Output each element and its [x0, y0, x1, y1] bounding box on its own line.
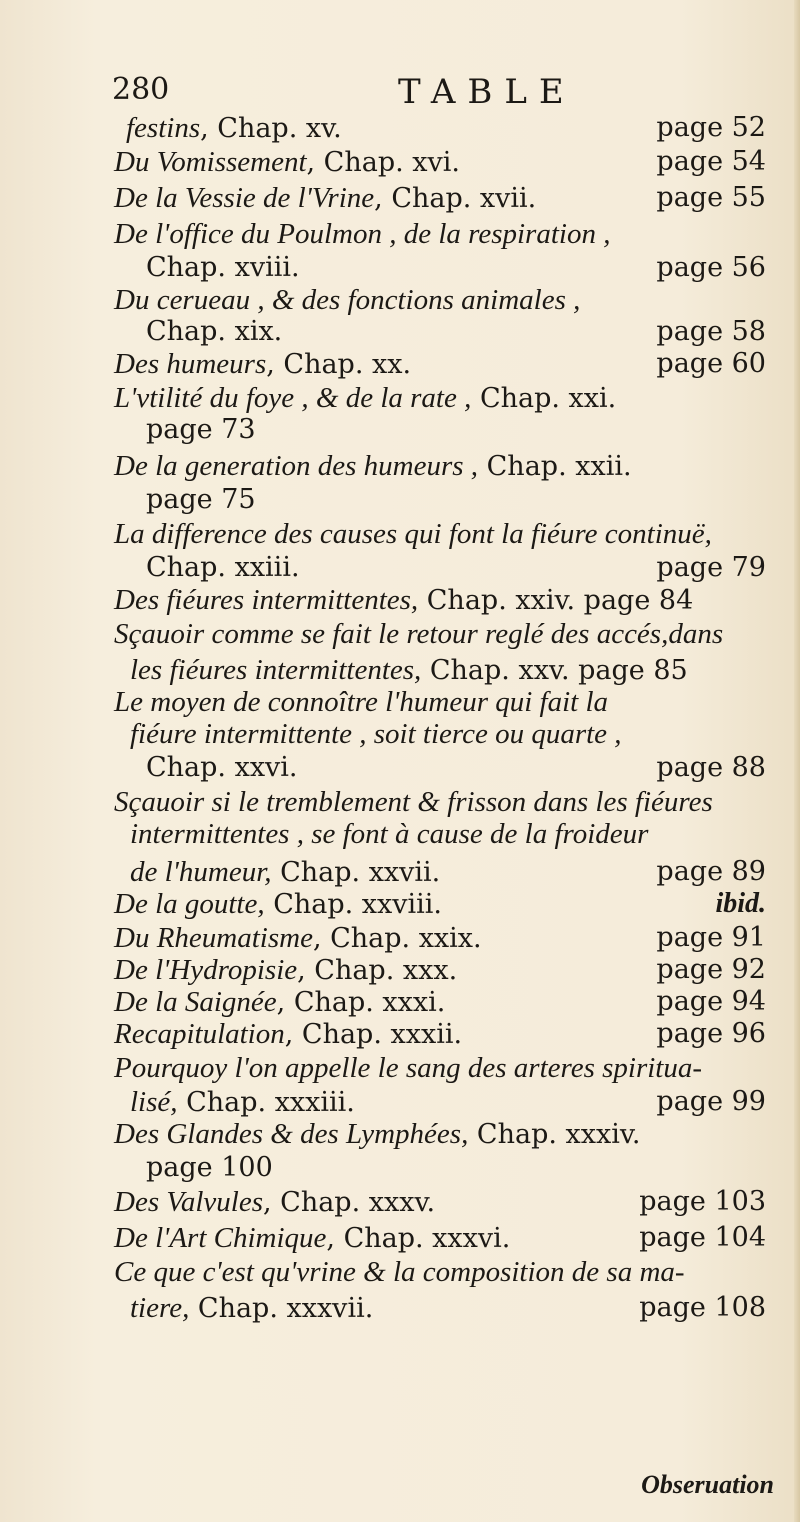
entry-title: Recapitulation	[114, 1018, 285, 1050]
toc-line	[0, 182, 800, 222]
entry-title: Du cerueau , & des fonctions animales ,	[114, 284, 581, 316]
entry-title: De l'Hydropisie	[114, 954, 298, 986]
entry-text	[146, 552, 300, 583]
entry-page: page 88	[656, 752, 766, 783]
entry-title: L'vtilité du foye , & de la rate ,	[114, 382, 472, 414]
entry-chapter: Chap. xxvii.	[271, 857, 441, 888]
entry-title: De la Saignée	[114, 986, 277, 1018]
entry-page: page 56	[656, 252, 766, 283]
entry-text	[114, 1222, 510, 1255]
entry-text	[114, 348, 411, 381]
entry-text	[114, 146, 460, 179]
entry-text	[114, 1186, 435, 1219]
entry-text	[114, 584, 693, 617]
entry-chapter: Chap. xxv. page 85	[421, 655, 688, 686]
entry-title: les fiéures intermittentes,	[130, 654, 422, 686]
entry-text	[130, 1086, 355, 1119]
entry-title: tiere,	[130, 1292, 190, 1324]
entry-chapter: , Chap. xxxii.	[284, 1019, 463, 1050]
entry-chapter: Chap. xxviii.	[264, 889, 442, 920]
toc-line	[0, 1186, 800, 1226]
entry-page: page 79	[656, 552, 766, 583]
entry-title: Des Valvules	[114, 1186, 263, 1218]
entry-text	[146, 252, 300, 283]
entry-text	[114, 888, 442, 921]
entry-title: Des Glandes & des Lymphées,	[114, 1118, 469, 1150]
entry-chapter: , Chap. xvii.	[374, 183, 537, 214]
entry-text	[130, 1292, 373, 1325]
entry-chapter: Chap. xxxiii.	[177, 1087, 355, 1118]
entry-chapter: Chap. xxiv. page 84	[418, 585, 694, 616]
entry-text	[146, 752, 298, 783]
entry-text	[126, 112, 342, 145]
entry-roman: Chap. xviii.	[146, 252, 300, 283]
entry-text	[114, 1018, 462, 1051]
entry-title: La difference des causes qui font la fiéure continuë,	[114, 518, 712, 550]
page-edge	[794, 0, 800, 1522]
entry-text	[130, 818, 648, 851]
entry-text	[130, 856, 440, 889]
entry-text	[146, 484, 256, 515]
entry-title: De la goutte,	[114, 888, 265, 920]
entry-page: page 60	[656, 348, 766, 379]
entry-text	[114, 1256, 685, 1289]
entry-page: page 92	[656, 954, 766, 985]
entry-text	[114, 922, 482, 955]
entry-title: Du Rheumatisme	[114, 922, 313, 954]
entry-roman: Chap. xxvi.	[146, 752, 298, 783]
entry-roman: page 75	[146, 484, 256, 515]
entry-title: De la Vessie de l'Vrine	[114, 182, 375, 214]
page-number: 280	[112, 72, 170, 107]
entry-title: Pourquoy l'on appelle le sang des arteres spiritua-	[114, 1052, 703, 1084]
entry-chapter: , Chap. xxxv.	[263, 1187, 436, 1218]
entry-text	[114, 382, 616, 415]
toc-line	[0, 618, 800, 658]
page-title: TABLE	[398, 72, 576, 112]
entry-text	[114, 986, 445, 1019]
entry-text	[114, 1118, 640, 1151]
entry-text	[114, 284, 580, 317]
entry-chapter: , Chap. xxxi.	[276, 987, 446, 1018]
entry-chapter: , Chap. xxix.	[312, 923, 482, 954]
entry-roman: Chap. xxiii.	[146, 552, 300, 583]
entry-page: page 103	[639, 1186, 766, 1217]
entry-title: lisé,	[130, 1086, 178, 1118]
entry-text	[114, 786, 713, 819]
entry-title: de l'humeur,	[130, 856, 272, 888]
entry-text	[114, 686, 608, 719]
entry-page: page 108	[639, 1292, 766, 1323]
entry-roman: Chap. xix.	[146, 316, 283, 347]
entry-text	[130, 654, 688, 687]
entry-page: page 94	[656, 986, 766, 1017]
entry-text	[114, 1052, 702, 1085]
entry-page: page 96	[656, 1018, 766, 1049]
entry-text	[114, 618, 723, 651]
toc-line	[0, 1256, 800, 1296]
entry-text	[146, 316, 282, 347]
entry-title: Du Vomissement	[114, 146, 307, 178]
entry-page: page 55	[656, 182, 766, 213]
entry-roman: page 100	[146, 1152, 273, 1183]
entry-chapter: , Chap. xxx.	[297, 955, 458, 986]
entry-title: Le moyen de connoître l'humeur qui fait la	[114, 686, 609, 718]
entry-text	[114, 182, 536, 215]
entry-title: intermittentes , se font à cause de la froideur	[130, 818, 649, 850]
entry-chapter: , Chap. xxxvi.	[326, 1223, 511, 1254]
entry-chapter: , Chap. xv.	[200, 113, 342, 144]
entry-title: De l'Art Chimique	[114, 1222, 327, 1254]
entry-page: ibid.	[715, 888, 766, 919]
entry-title: De l'office du Poulmon , de la respiration ,	[114, 218, 611, 250]
entry-chapter: Chap. xxi.	[471, 383, 617, 414]
entry-chapter: , Chap. xx.	[266, 349, 412, 380]
entry-title: Sçauoir si le tremblement & frisson dans les fiéures	[114, 786, 713, 818]
entry-roman: page 73	[146, 414, 256, 445]
entry-page: page 52	[656, 112, 766, 143]
entry-page: page 58	[656, 316, 766, 347]
toc-line	[0, 146, 800, 186]
catchword: Obseruation	[641, 1470, 774, 1499]
entry-text	[146, 414, 256, 445]
toc-line	[0, 414, 800, 454]
entry-title: Des humeurs	[114, 348, 267, 380]
entry-chapter: , Chap. xvi.	[306, 147, 460, 178]
entry-chapter: Chap. xxii.	[478, 451, 632, 482]
toc-line	[0, 818, 800, 858]
entry-text	[114, 218, 610, 251]
entry-title: fiéure intermittente , soit tierce ou quarte ,	[130, 718, 622, 750]
entry-chapter: Chap. xxxvii.	[189, 1293, 374, 1324]
entry-page: page 54	[656, 146, 766, 177]
entry-text	[114, 954, 457, 987]
toc-line	[0, 1292, 800, 1332]
entry-page: page 104	[639, 1222, 766, 1253]
entry-text	[114, 518, 712, 551]
entry-title: Ce que c'est qu'vrine & la composition de sa ma-	[114, 1256, 685, 1288]
entry-text	[114, 450, 632, 483]
entry-title: Sçauoir comme se fait le retour reglé des accés,dans	[114, 618, 724, 650]
entry-text	[146, 1152, 273, 1183]
entry-title: De la generation des humeurs ,	[114, 450, 479, 482]
entry-text	[130, 718, 622, 751]
entry-title: festins	[126, 112, 201, 144]
entry-page: page 99	[656, 1086, 766, 1117]
entry-page: page 91	[656, 922, 766, 953]
entry-page: page 89	[656, 856, 766, 887]
entry-title: Des fiéures intermittentes,	[114, 584, 419, 616]
entry-chapter: Chap. xxxiv.	[468, 1119, 641, 1150]
